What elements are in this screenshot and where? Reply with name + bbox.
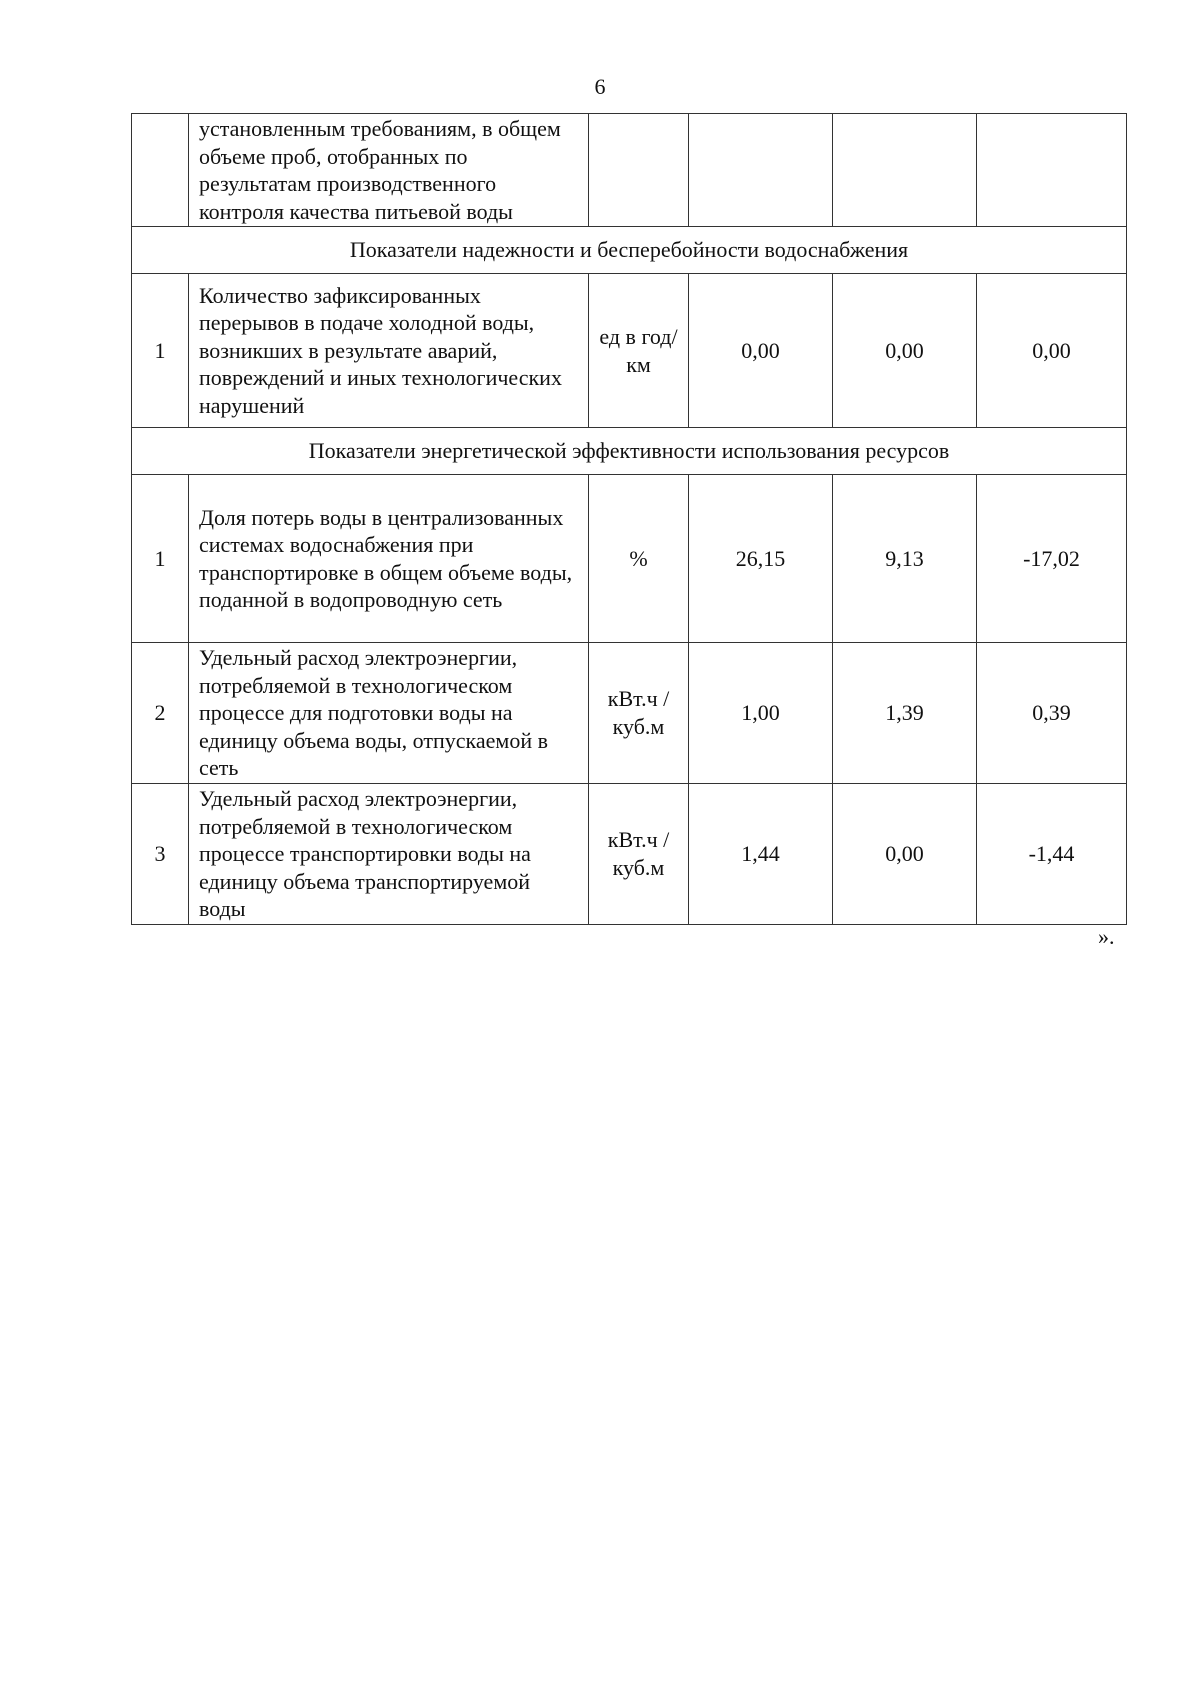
- row-unit: %: [589, 475, 689, 643]
- section-title: Показатели энергетической эффективности использования ресурсов: [132, 428, 1127, 475]
- table-row: [132, 784, 1127, 925]
- row-value-3: [977, 114, 1127, 227]
- page-number: 6: [594, 74, 606, 99]
- row-description: установленным требованиям, в общем объеме проб, отобранных по результатам производственного контроля качества питьевой воды: [189, 114, 589, 227]
- row-unit: [589, 114, 689, 227]
- table-row: [132, 475, 1127, 643]
- row-value-1: 1,44: [689, 784, 833, 925]
- table-row: [132, 274, 1127, 428]
- row-value-2: 9,13: [833, 475, 977, 643]
- row-description: Доля потерь воды в централизованных системах водоснабжения при транспортировке в общем объеме воды, поданной в водопроводную сеть: [189, 475, 589, 643]
- row-value-3: -1,44: [977, 784, 1127, 925]
- row-number: 3: [132, 784, 189, 925]
- section-header-row: [132, 227, 1127, 274]
- row-number: 2: [132, 643, 189, 784]
- row-number-cell: [132, 114, 189, 227]
- row-value-3: 0,39: [977, 643, 1127, 784]
- table-row-continued: [132, 114, 1127, 227]
- row-value-2: 0,00: [833, 274, 977, 428]
- row-description: Удельный расход электроэнергии, потребляемой в технологическом процессе для подготовки воды на единицу объема воды, отпускаемой в сеть: [189, 643, 589, 784]
- table-row: [132, 643, 1127, 784]
- row-value-2: [833, 114, 977, 227]
- closing-quote-mark: ».: [1098, 924, 1115, 949]
- row-unit: кВт.ч / куб.м: [589, 643, 689, 784]
- row-number: 1: [132, 475, 189, 643]
- row-unit: ед в год/ км: [589, 274, 689, 428]
- row-number: 1: [132, 274, 189, 428]
- row-description: Количество зафиксированных перерывов в подаче холодной воды, возникших в результате аварий, повреждений и иных технологических нарушений: [189, 274, 589, 428]
- row-value-3: 0,00: [977, 274, 1127, 428]
- row-value-3: -17,02: [977, 475, 1127, 643]
- section-header-row: [132, 428, 1127, 475]
- row-value-1: 1,00: [689, 643, 833, 784]
- section-title: Показатели надежности и бесперебойности водоснабжения: [132, 227, 1127, 274]
- row-value-2: 0,00: [833, 784, 977, 925]
- row-value-1: [689, 114, 833, 227]
- row-value-2: 1,39: [833, 643, 977, 784]
- row-value-1: 0,00: [689, 274, 833, 428]
- row-description: Удельный расход электроэнергии, потребляемой в технологическом процессе транспортировки воды на единицу объема транспортируемой воды: [189, 784, 589, 925]
- row-value-1: 26,15: [689, 475, 833, 643]
- indicators-table: [131, 113, 1127, 925]
- row-unit: кВт.ч / куб.м: [589, 784, 689, 925]
